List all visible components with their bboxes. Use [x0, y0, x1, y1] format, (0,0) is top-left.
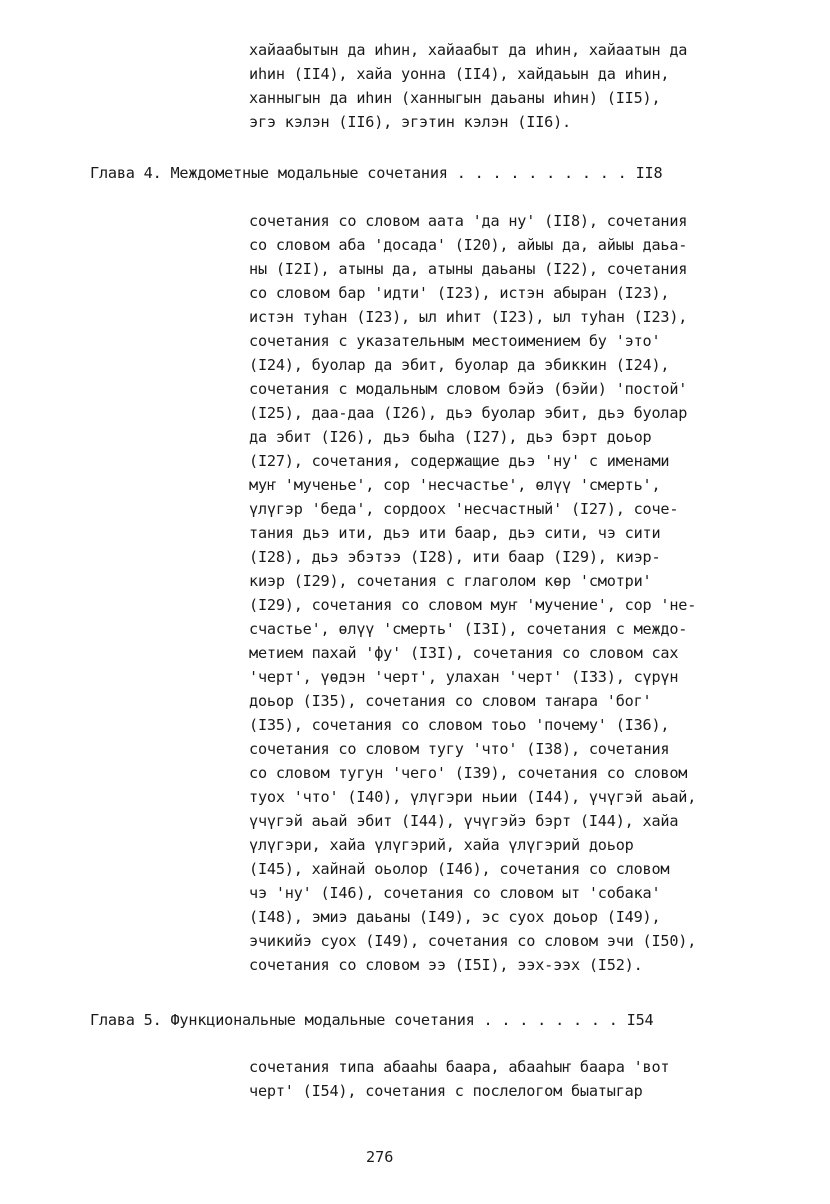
text-line: сочетания со словом тугу 'что' (I38), сочетания	[249, 740, 670, 758]
text-line: (I24), буолар да эбит, буолар да эбиккин (I24),	[249, 356, 670, 374]
chapter-4-contents	[249, 209, 809, 977]
text-line: со словом тугун 'чего' (I39), сочетания со словом	[249, 764, 688, 782]
text-line: (I48), эмиэ даьаны (I49), эс суох доьор (I49),	[249, 908, 661, 926]
text-line: сочетания со словом ээ (I5I), ээх-ээх (I52).	[249, 956, 643, 974]
text-line: со словом бар 'идти' (I23), истэн абыран (I23),	[249, 284, 670, 302]
text-line: метием пахай 'фу' (I3I), сочетания со словом сах	[249, 644, 679, 662]
text-line: эгэ кэлэн (II6), эгэтин кэлэн (II6).	[249, 113, 571, 131]
text-line: чэ 'ну' (I46), сочетания со словом ыт 'собака'	[249, 884, 661, 902]
text-line: үлүгэр 'беда', сордоох 'несчастный' (I27), соче-	[249, 500, 679, 518]
text-line: үлүгэри, хайа үлүгэрий, хайа үлүгэрий доьор	[249, 836, 634, 854]
text-line: (I35), сочетания со словом тоьо 'почему' (I36),	[249, 716, 670, 734]
text-line: сочетания с модальным словом бэйэ (бэйи) 'постой'	[249, 380, 688, 398]
chapter-4-heading: Глава 4. Междометные модальные сочетания . . . . . . . . . . II8	[90, 164, 663, 182]
chapter-5-heading: Глава 5. Функциональные модальные сочетания . . . . . . . . I54	[90, 1011, 654, 1029]
text-line: сочетания со словом аата 'да ну' (II8), сочетания	[249, 212, 688, 230]
text-line: тания дьэ ити, дьэ ити баар, дьэ сити, чэ сити	[249, 524, 661, 542]
text-line: доьор (I35), сочетания со словом таҥара 'бог'	[249, 692, 652, 710]
text-line: (I29), сочетания со словом муҥ 'мучение', сор 'не-	[249, 596, 697, 614]
text-line: (I27), сочетания, содержащие дьэ 'ну' с именами	[249, 452, 670, 470]
text-line: муҥ 'мученье', сор 'несчастье', өлүү 'смерть',	[249, 476, 661, 494]
text-line: иhин (II4), хайа уонна (II4), хайдаьын да иhин,	[249, 65, 670, 83]
text-line: черт' (I54), сочетания с послелогом быатыгар	[249, 1082, 643, 1100]
chapter-5-contents	[249, 1055, 809, 1103]
text-line: үчүгэй аьай эбит (I44), үчүгэйэ бэрт (I44), хайа	[249, 812, 679, 830]
text-line: истэн туhан (I23), ыл иhит (I23), ыл туhан (I23),	[249, 308, 688, 326]
text-line: да эбит (I26), дьэ быhа (I27), дьэ бэрт доьор	[249, 428, 652, 446]
text-line: 'черт', үөдэн 'черт', улахан 'черт' (I33), сүрүн	[249, 668, 679, 686]
text-line: туох 'что' (I40), үлүгэри ньии (I44), үчүгэй аьай,	[249, 788, 697, 806]
text-line: (I25), даа-даа (I26), дьэ буолар эбит, дьэ буолар	[249, 404, 688, 422]
intro-paragraph	[249, 38, 809, 134]
text-line: (I28), дьэ эбэтээ (I28), ити баар (I29), киэр-	[249, 548, 661, 566]
text-line: сочетания с указательным местоимением бу 'это'	[249, 332, 661, 350]
text-line: (I45), хайнай оьолор (I46), сочетания со словом	[249, 860, 670, 878]
text-line: эчикийэ суох (I49), сочетания со словом эчи (I50),	[249, 932, 697, 950]
text-line: киэр (I29), сочетания с глаголом көр 'смотри'	[249, 572, 652, 590]
text-line: сочетания типа абааhы баара, абааhыҥ баара 'вот	[249, 1058, 670, 1076]
page-number: 276	[366, 1148, 394, 1166]
text-line: ны (I2I), атыны да, атыны даьаны (I22), сочетания	[249, 260, 688, 278]
text-line: ханныгын да иhин (ханныгын даьаны иhин) (II5),	[249, 89, 661, 107]
text-line: хайаабытын да иhин, хайаабыт да иhин, хайаатын да	[249, 41, 688, 59]
text-line: счастье', өлүү 'смерть' (I3I), сочетания с междо-	[249, 620, 688, 638]
text-line: со словом аба 'досада' (I20), айыы да, айыы даьа-	[249, 236, 688, 254]
